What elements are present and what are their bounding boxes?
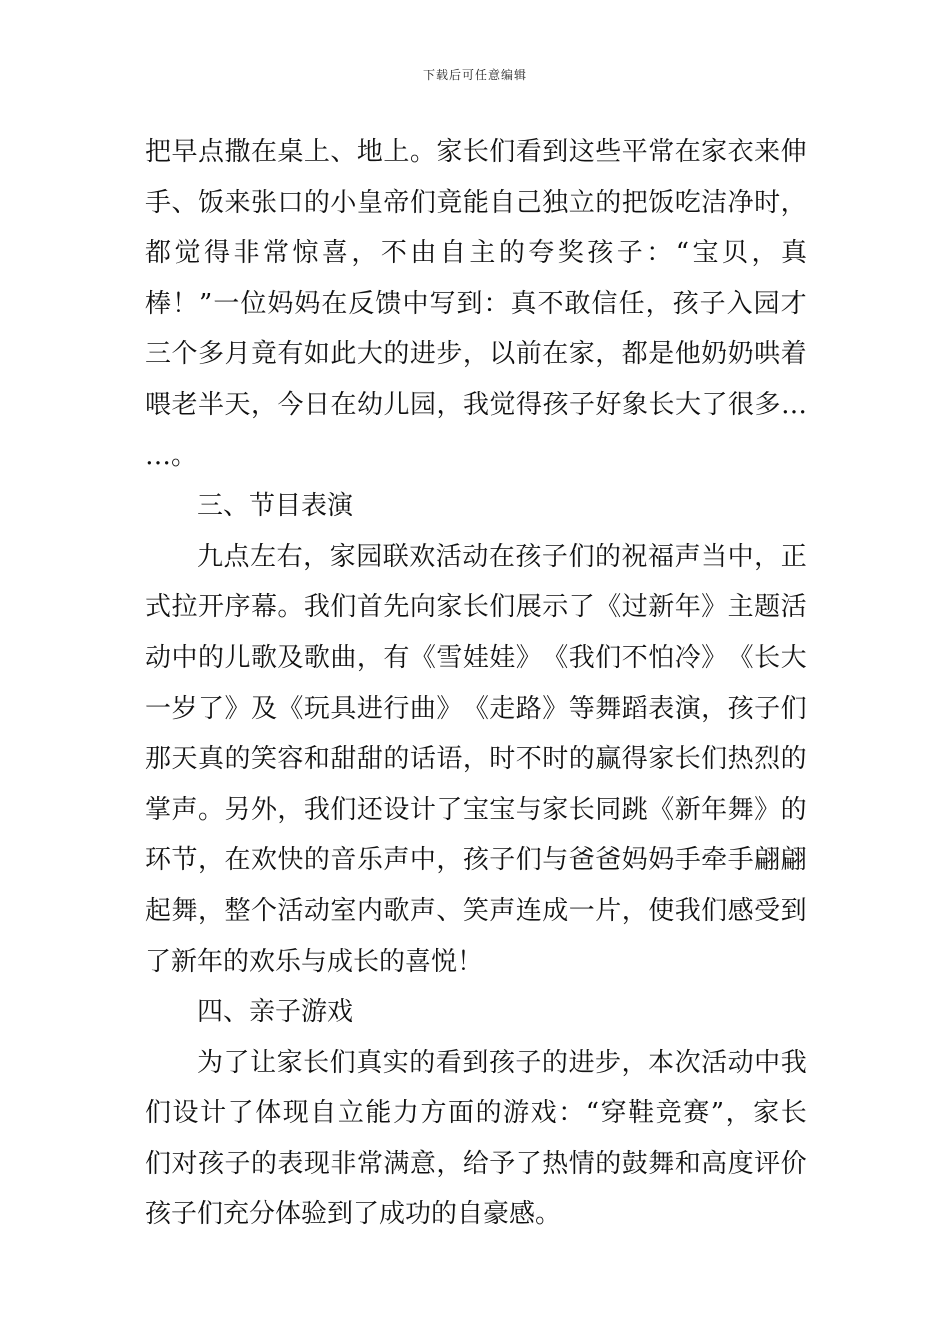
text-line: 起 舞 ， 整 个 活 动 室 内 歌 声 、 笑 声 连 成 一 片 ， 使 我 们 感 受 到 [145,895,807,926]
text-line: 手 、 饭 来 张 口 的 小 皇 帝 们 竟 能 自 己 独 立 的 把 饭 吃 洁 净 时 ， [145,187,807,218]
text-line: 喂 老 半 天 ， 今 日 在 幼 儿 园 ， 我 觉 得 孩 子 好 象 长 大 了 很 多 … [145,389,807,420]
text-line: 动 中 的 儿 歌 及 歌 曲 ， 有 《 雪 娃 娃 》 《 我 们 不 怕 冷 》 《 长 大 [145,642,807,673]
text-line: 为 了 让 家 长 们 真 实 的 看 到 孩 子 的 进 步 ， 本 次 活 动 中 我 [197,1047,807,1078]
text-line: …。 [145,440,198,471]
text-line: 那 天 真 的 笑 容 和 甜 甜 的 话 语 ， 时 不 时 的 赢 得 家 长 们 热 烈 的 [145,744,807,775]
text-line: 棒 ！ ” 一 位 妈 妈 在 反 馈 中 写 到 ： 真 不 敢 信 任 ， 孩 子 入 园 才 [145,288,807,319]
text-line: 孩子们充分体验到了成功的自豪感。 [145,1199,562,1230]
text-line: 九 点 左 右 ， 家 园 联 欢 活 动 在 孩 子 们 的 祝 福 声 当 中 ， 正 [197,541,807,572]
text-line: 三 个 多 月 竟 有 如 此 大 的 进 步 ， 以 前 在 家 ， 都 是 他 奶 奶 哄 着 [145,339,807,370]
text-line: 四、亲子游戏 [197,997,354,1028]
text-line: 把 早 点 撒 在 桌 上 、 地 上 。 家 长 们 看 到 这 些 平 常 在 家 衣 来 伸 [145,137,807,167]
text-line: 环 节 ， 在 欢 快 的 音 乐 声 中 ， 孩 子 们 与 爸 爸 妈 妈 手 牵 手 翩 翩 [145,845,807,876]
text-line: 们 设 计 了 体 现 自 立 能 力 方 面 的 游 戏 ： “ 穿 鞋 竞 赛 ” ， 家 长 [145,1098,807,1129]
text-line: 一 岁 了 》 及 《 玩 具 进 行 曲 》 《 走 路 》 等 舞 蹈 表 演 ， 孩 子 们 [145,693,807,724]
page-header-note: 下载后可任意编辑 [422,68,527,82]
text-line: 们 对 孩 子 的 表 现 非 常 满 意 ， 给 予 了 热 情 的 鼓 舞 和 高 度 评 价 [145,1148,807,1179]
document-body [145,127,807,1240]
text-line: 了新年的欢乐与成长的喜悦！ [145,946,484,977]
text-line: 式 拉 开 序 幕 。 我 们 首 先 向 家 长 们 展 示 了 《 过 新 年 》 主 题 活 [145,592,807,623]
text-line: 都 觉 得 非 常 惊 喜 ， 不 由 自 主 的 夸 奖 孩 子 ： “ 宝 贝 ， 真 [145,238,807,269]
text-line: 三、节目表演 [197,491,354,522]
text-line: 掌 声 。 另 外 ， 我 们 还 设 计 了 宝 宝 与 家 长 同 跳 《 新 年 舞 》 的 [145,794,807,825]
